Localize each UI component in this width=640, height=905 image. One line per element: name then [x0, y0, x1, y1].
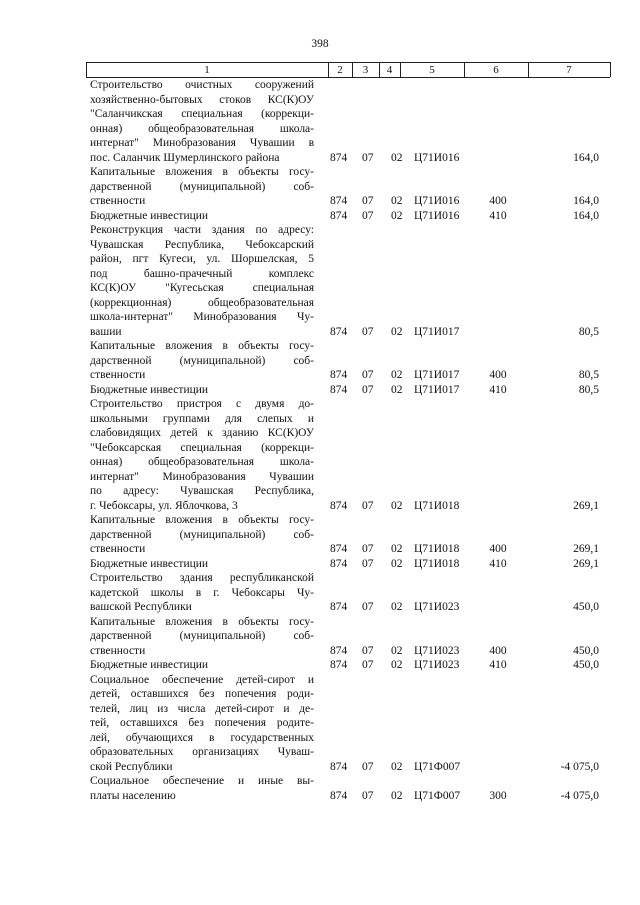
row-description — [90, 383, 314, 398]
target-item-code: Ц71И017 — [414, 369, 460, 381]
column-header-2: 2 — [337, 64, 343, 76]
header-divider — [328, 62, 329, 77]
expense-type-code: 410 — [489, 659, 507, 671]
section-code: 07 — [362, 557, 374, 570]
description-line: ственности — [90, 644, 146, 657]
expense-type-code: 300 — [489, 789, 507, 802]
description-line: образовательных организациях Чуваш- — [90, 746, 314, 758]
row-description — [90, 513, 314, 557]
description-line: (коррекционная) общеобразовательная — [90, 296, 314, 309]
description-line: Строительство очистных сооружений — [90, 79, 314, 91]
target-item-code: Ц71И018 — [414, 543, 460, 555]
expense-type-code: 410 — [489, 557, 507, 570]
header-divider — [610, 62, 611, 77]
section-code: 07 — [362, 369, 374, 381]
row-description — [90, 774, 314, 803]
ministry-code: 874 — [330, 644, 348, 657]
description-line: район, пгт Кугеси, ул. Шоршелская, 5 — [90, 253, 314, 265]
description-line: телей, лиц из числа детей-сирот и де- — [90, 702, 314, 715]
description-line: Бюджетные инвестиции — [90, 659, 209, 671]
row-description — [90, 209, 314, 224]
ministry-code: 874 — [330, 760, 348, 773]
row-description — [90, 165, 314, 209]
column-header-6: 6 — [493, 64, 499, 76]
table-row — [0, 397, 640, 513]
target-item-code: Ц71Ф007 — [414, 760, 461, 773]
section-code: 07 — [362, 151, 374, 164]
section-code: 07 — [362, 499, 374, 512]
ministry-code: 874 — [330, 543, 348, 555]
expense-type-code: 410 — [489, 209, 507, 222]
column-header-1: 1 — [204, 64, 210, 76]
target-item-code: Ц71И023 — [414, 659, 460, 671]
description-line: ской Республики — [90, 760, 173, 773]
amount: 164,0 — [573, 209, 599, 222]
description-line: г. Чебоксары, ул. Яблочкова, 3 — [90, 499, 238, 512]
header-divider — [379, 62, 380, 77]
header-divider — [400, 62, 401, 77]
header-divider — [464, 62, 465, 77]
target-item-code: Ц71Ф007 — [414, 789, 461, 802]
description-line: Бюджетные инвестиции — [90, 209, 209, 222]
row-description — [90, 223, 314, 339]
page-number: 398 — [311, 38, 329, 50]
target-item-code: Ц71И018 — [414, 557, 460, 570]
description-line: онная) общеобразовательная школа- — [90, 456, 314, 468]
expense-type-code: 400 — [489, 195, 507, 207]
expense-type-code: 400 — [489, 369, 507, 381]
row-description — [90, 673, 314, 775]
description-line: онная) общеобразовательная школа- — [90, 122, 314, 135]
description-line: интернат" Минобразования Чувашии — [90, 470, 314, 483]
description-line: "Чебоксарская специальная (коррекци- — [90, 441, 314, 454]
target-item-code: Ц71И016 — [414, 209, 460, 222]
section-code: 07 — [362, 789, 374, 802]
subsection-code: 02 — [391, 209, 403, 222]
table-row — [0, 513, 640, 557]
description-line: слабовидящих детей к зданию КС(К)ОУ — [90, 427, 314, 439]
column-header-4: 4 — [386, 64, 393, 76]
ministry-code: 874 — [330, 659, 348, 671]
subsection-code: 02 — [391, 195, 403, 207]
table-row — [0, 557, 640, 572]
subsection-code: 02 — [391, 760, 403, 773]
description-line: Капитальные вложения в объекты госу- — [90, 514, 314, 526]
ministry-code: 874 — [330, 369, 348, 381]
row-description — [90, 397, 314, 513]
amount: 164,0 — [573, 151, 599, 164]
table-row — [0, 615, 640, 659]
description-line: кадетской школы в г. Чебоксары Чу- — [90, 586, 314, 599]
row-description — [90, 339, 314, 383]
subsection-code: 02 — [391, 789, 403, 802]
description-line: вашии — [90, 325, 122, 338]
ministry-code: 874 — [330, 325, 348, 338]
description-line: пос. Саланчик Шумерлинского района — [90, 151, 280, 164]
column-header-3: 3 — [362, 64, 369, 76]
table-row — [0, 78, 640, 165]
subsection-code: 02 — [391, 499, 403, 512]
target-item-code: Ц71И016 — [414, 151, 460, 164]
description-line: интернат" Минобразования Чувашии в — [90, 137, 314, 149]
description-line: дарственной (муниципальной) соб- — [90, 630, 314, 642]
header-divider — [528, 62, 529, 77]
description-line: хозяйственно-бытовых стоков КС(К)ОУ — [90, 93, 314, 106]
description-line: ственности — [90, 543, 146, 555]
table-header-row — [86, 62, 610, 78]
description-line: дарственной (муниципальной) соб- — [90, 528, 314, 541]
table-body — [0, 78, 640, 803]
amount: 80,5 — [578, 369, 599, 381]
description-line: по адресу: Чувашская Республика, — [90, 485, 314, 497]
column-header-7: 7 — [566, 64, 572, 76]
row-description — [90, 78, 314, 165]
subsection-code: 02 — [391, 325, 403, 338]
description-line: Капитальные вложения в объекты госу- — [90, 166, 314, 178]
subsection-code: 02 — [391, 644, 403, 657]
ministry-code: 874 — [330, 789, 348, 802]
ministry-code: 874 — [330, 209, 348, 222]
row-description — [90, 615, 314, 659]
target-item-code: Ц71И017 — [414, 383, 460, 396]
description-line: вашской Республики — [90, 601, 192, 613]
amount: 80,5 — [578, 325, 599, 338]
subsection-code: 02 — [391, 151, 403, 164]
table-row — [0, 571, 640, 615]
description-line: Бюджетные инвестиции — [90, 383, 209, 396]
description-line: Капитальные вложения в объекты госу- — [90, 340, 314, 352]
description-line: "Саланчикская специальная (коррекци- — [90, 108, 314, 120]
amount: 269,1 — [573, 557, 599, 570]
row-description — [90, 658, 314, 673]
amount: -4 075,0 — [560, 789, 599, 802]
row-description — [90, 571, 314, 615]
section-code: 07 — [362, 325, 374, 338]
table-row — [0, 658, 640, 673]
amount: 450,0 — [573, 659, 599, 671]
target-item-code: Ц71И017 — [414, 325, 460, 338]
subsection-code: 02 — [391, 369, 403, 381]
header-divider — [352, 62, 353, 77]
description-line: ственности — [90, 369, 146, 381]
description-line: ственности — [90, 195, 146, 207]
subsection-code: 02 — [391, 383, 403, 396]
description-line: дарственной (муниципальной) соб- — [90, 354, 314, 367]
description-line: лей, обучающихся в государственных — [90, 731, 314, 744]
description-line: Реконструкция части здания по адресу: — [90, 224, 314, 236]
description-line: школьными группами для слепых и — [90, 412, 314, 425]
header-divider — [86, 62, 87, 77]
description-line: Строительство пристроя с двумя до- — [90, 398, 314, 410]
target-item-code: Ц71И018 — [414, 499, 460, 512]
table-row — [0, 339, 640, 383]
ministry-code: 874 — [330, 195, 348, 207]
description-line: платы населению — [90, 789, 176, 802]
table-row — [0, 383, 640, 398]
ministry-code: 874 — [330, 557, 348, 570]
description-line: Социальное обеспечение детей-сирот и — [90, 673, 314, 686]
amount: 269,1 — [573, 543, 599, 555]
amount: -4 075,0 — [560, 760, 599, 773]
description-line: Бюджетные инвестиции — [90, 557, 209, 570]
description-line: тей, оставшихся без попечения родите- — [90, 717, 314, 729]
amount: 80,5 — [578, 383, 599, 396]
table-row — [0, 165, 640, 209]
section-code: 07 — [362, 195, 374, 207]
section-code: 07 — [362, 209, 374, 222]
description-line: Строительство здания республиканской — [90, 572, 314, 584]
section-code: 07 — [362, 543, 374, 555]
ministry-code: 874 — [330, 499, 348, 512]
section-code: 07 — [362, 601, 374, 613]
description-line: дарственной (муниципальной) соб- — [90, 180, 314, 193]
description-line: Капитальные вложения в объекты госу- — [90, 615, 314, 628]
expense-type-code: 400 — [489, 644, 507, 657]
target-item-code: Ц71И023 — [414, 644, 460, 657]
expense-type-code: 400 — [489, 543, 507, 555]
target-item-code: Ц71И016 — [414, 195, 460, 207]
section-code: 07 — [362, 760, 374, 773]
column-header-5: 5 — [429, 64, 435, 76]
subsection-code: 02 — [391, 557, 403, 570]
section-code: 07 — [362, 659, 374, 671]
section-code: 07 — [362, 383, 374, 396]
description-line: Чувашская Республика, Чебоксарский — [90, 238, 314, 251]
description-line: КС(К)ОУ "Кугесьская специальная — [90, 282, 314, 294]
row-description — [90, 557, 314, 572]
amount: 450,0 — [573, 644, 599, 657]
table-row — [0, 673, 640, 775]
subsection-code: 02 — [391, 601, 403, 613]
table-row — [0, 774, 640, 803]
subsection-code: 02 — [391, 543, 403, 555]
table-row — [0, 209, 640, 224]
description-line: Социальное обеспечение и иные вы- — [90, 775, 314, 787]
description-line: школа-интернат" Минобразования Чу- — [90, 311, 314, 323]
description-line: под башно-прачечный комплекс — [90, 267, 314, 280]
subsection-code: 02 — [391, 659, 403, 671]
amount: 450,0 — [573, 601, 599, 613]
amount: 164,0 — [573, 195, 599, 207]
table-row — [0, 223, 640, 339]
ministry-code: 874 — [330, 383, 348, 396]
ministry-code: 874 — [330, 151, 348, 164]
expense-type-code: 410 — [489, 383, 507, 396]
section-code: 07 — [362, 644, 374, 657]
description-line: детей, оставшихся без попечения роди- — [90, 688, 314, 700]
target-item-code: Ц71И023 — [414, 601, 460, 613]
amount: 269,1 — [573, 499, 599, 512]
ministry-code: 874 — [330, 601, 348, 613]
